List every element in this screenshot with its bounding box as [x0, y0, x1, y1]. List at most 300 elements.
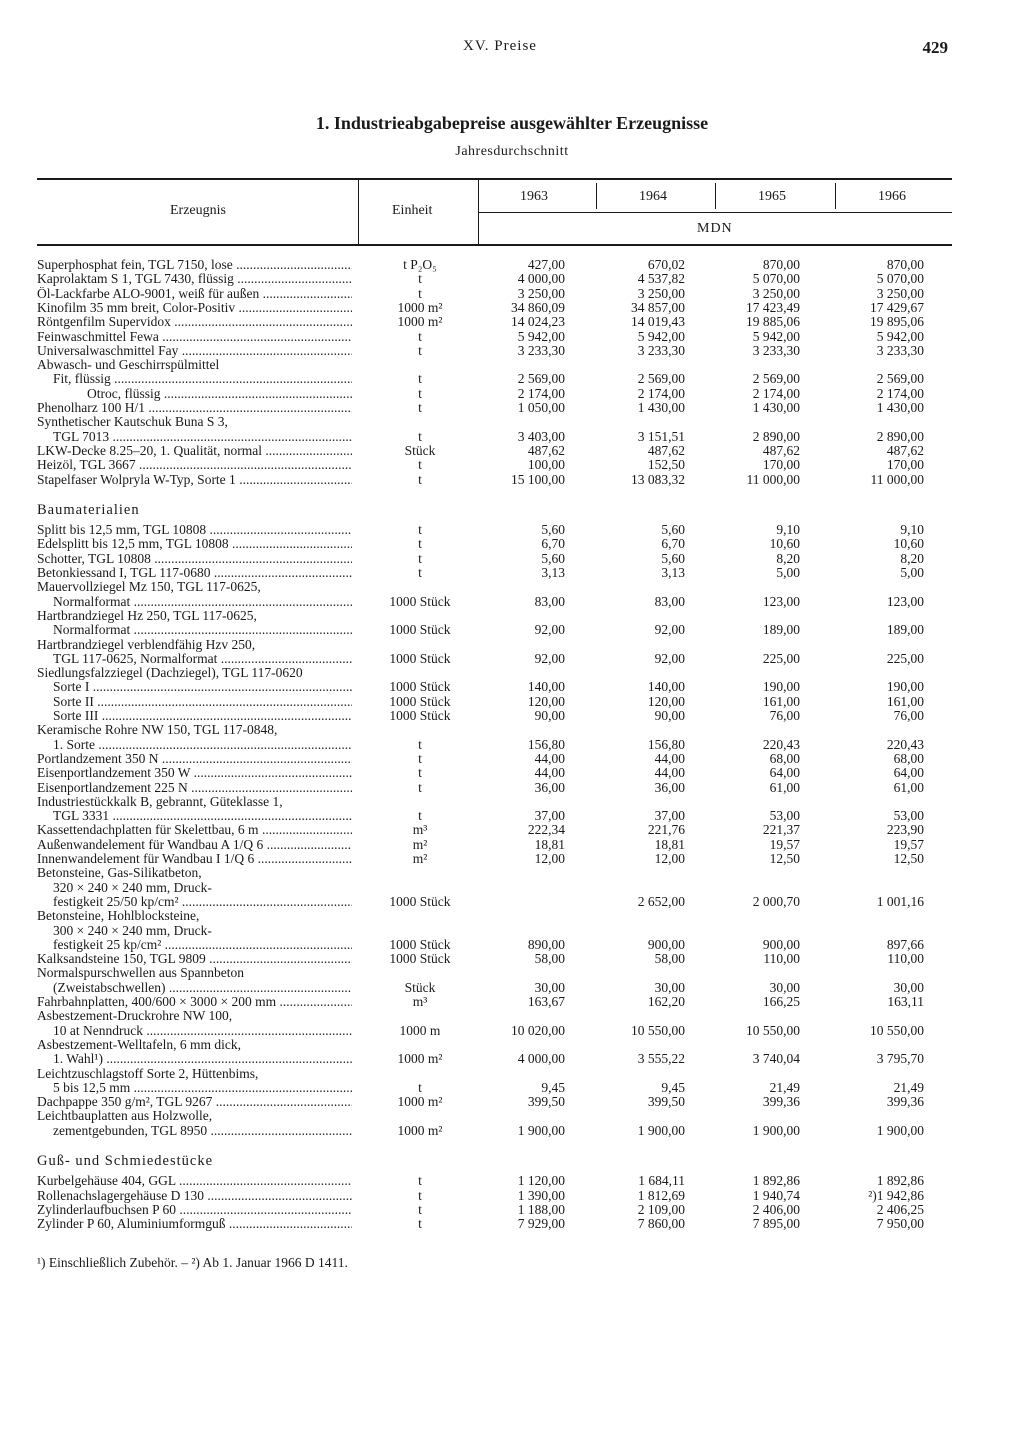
- row-value-1963: 44,00: [534, 765, 565, 781]
- table-row: [0, 952, 1024, 966]
- row-value-1963: 12,00: [534, 851, 565, 866]
- row-value-1964: 92,00: [654, 622, 685, 638]
- row-value-1965: 2 174,00: [752, 385, 800, 401]
- row-unit: t: [418, 736, 422, 752]
- row-value-1965: 2 000,70: [752, 893, 800, 909]
- table-row: [0, 272, 1024, 286]
- row-value-1964: 36,00: [654, 779, 685, 795]
- row-label: Stapelfaser Wolpryla W-Typ, Sorte 1 .....: [37, 473, 352, 487]
- row-value-1965: 170,00: [762, 457, 800, 473]
- table-row: [0, 387, 1024, 401]
- table-row: [0, 723, 1024, 737]
- row-value-1963: 44,00: [534, 750, 565, 766]
- row-unit: t: [418, 1187, 422, 1203]
- table-row: [0, 552, 1024, 566]
- row-value-1964: 92,00: [654, 650, 685, 666]
- table-row: [0, 866, 1024, 880]
- row-value-1964: 156,80: [647, 736, 685, 752]
- row-value-1965: 30,00: [769, 979, 800, 995]
- table-row: [0, 458, 1024, 472]
- row-value-1964: 58,00: [654, 951, 685, 967]
- col-divider-3: [596, 183, 597, 209]
- row-label: festigkeit 25 kp/cm² .....: [53, 938, 352, 952]
- row-value-1964: 152,50: [647, 457, 685, 473]
- row-value-1965: 2 406,00: [752, 1201, 800, 1217]
- table-row: [0, 981, 1024, 995]
- row-label: Betonsteine, Hohlblocksteine,: [37, 909, 200, 924]
- row-label: TGL 117-0625, Normalformat .....: [53, 652, 352, 666]
- row-unit: 1000 m²: [397, 1094, 443, 1110]
- row-label: Rollenachslagergehäuse D 130 .....: [37, 1189, 352, 1203]
- row-unit: 1000 Stück: [389, 708, 451, 723]
- row-label: festigkeit 25/50 kp/cm² .....: [53, 895, 352, 909]
- row-value-1966: 17 429,67: [870, 299, 924, 315]
- row-value-1964: 1 812,69: [637, 1187, 685, 1203]
- row-value-1965: 110,00: [763, 951, 800, 967]
- row-unit: t: [418, 371, 422, 387]
- row-value-1966: 1 001,16: [876, 893, 924, 909]
- row-value-1964: 4 537,82: [637, 271, 685, 287]
- table-subtitle: Jahresdurchschnitt: [455, 144, 569, 159]
- row-value-1965: 5,00: [776, 565, 800, 580]
- table-row: [0, 537, 1024, 551]
- row-unit: t: [418, 285, 422, 301]
- row-unit: t: [418, 428, 422, 444]
- row-value-1964: 2 569,00: [637, 371, 685, 387]
- table-row: [0, 924, 1024, 938]
- row-label: Dachpappe 350 g/m², TGL 9267 .....: [37, 1095, 352, 1109]
- row-value-1963: 7 929,00: [517, 1216, 565, 1232]
- table-row: [0, 766, 1024, 780]
- row-value-1963: 3,13: [541, 565, 565, 580]
- row-label: 300 × 240 × 240 mm, Druck-: [53, 923, 212, 938]
- row-unit: 1000 Stück: [389, 693, 451, 709]
- row-value-1964: 83,00: [654, 593, 685, 609]
- header-product: Erzeugnis: [170, 203, 226, 218]
- row-unit: t: [418, 328, 422, 344]
- row-label: TGL 7013 .....: [53, 430, 352, 444]
- row-label: Normalformat .....: [53, 623, 352, 637]
- row-value-1963: 6,70: [541, 536, 565, 552]
- row-value-1966: 76,00: [893, 708, 924, 723]
- row-label: Eisenportlandzement 350 W .....: [37, 766, 352, 780]
- table-row: [0, 1174, 1024, 1188]
- row-label: Superphosphat fein, TGL 7150, lose .....: [37, 258, 352, 272]
- row-unit: 1000 Stück: [389, 679, 451, 695]
- row-value-1965: 64,00: [769, 765, 800, 781]
- row-label: Otroc, flüssig .....: [87, 387, 352, 401]
- row-value-1964: 14 019,43: [631, 314, 685, 330]
- row-value-1963: 222,34: [527, 822, 565, 838]
- row-label: Fahrbahnplatten, 400/600 × 3000 × 200 mm .....: [37, 995, 352, 1009]
- row-value-1964: 13 083,32: [631, 471, 685, 487]
- row-unit: 1000 Stück: [389, 951, 451, 967]
- row-value-1965: 189,00: [762, 622, 800, 638]
- row-value-1965: 53,00: [769, 808, 800, 824]
- table-row: [0, 473, 1024, 487]
- row-label: Asbestzement-Welltafeln, 6 mm dick,: [37, 1037, 241, 1052]
- row-label: 10 at Nenndruck .....: [53, 1024, 352, 1038]
- row-label: Keramische Rohre NW 150, TGL 117-0848,: [37, 723, 278, 738]
- row-value-1964: 34 857,00: [631, 299, 685, 315]
- table-row: [0, 738, 1024, 752]
- row-label: Asbestzement-Druckrohre NW 100,: [37, 1009, 233, 1024]
- row-value-1965: 870,00: [762, 257, 800, 272]
- row-unit: m²: [412, 851, 428, 866]
- row-label: Synthetischer Kautschuk Buna S 3,: [37, 415, 228, 430]
- row-label: Kaprolaktam S 1, TGL 7430, flüssig .....: [37, 272, 352, 286]
- row-value-1966: 19 895,06: [870, 314, 924, 330]
- row-label: zementgebunden, TGL 8950 .....: [53, 1124, 352, 1138]
- row-unit: Stück: [404, 442, 436, 458]
- row-unit: 1000 m²: [397, 1122, 443, 1138]
- row-unit: 1000 Stück: [389, 893, 451, 909]
- table-row: [0, 652, 1024, 666]
- col-divider-5: [835, 183, 836, 209]
- row-value-1965: 900,00: [762, 936, 800, 952]
- row-value-1965: 8,20: [776, 550, 800, 566]
- row-value-1964: 900,00: [647, 936, 685, 952]
- row-value-1965: 220,43: [762, 736, 800, 752]
- table-row: [0, 1038, 1024, 1052]
- header-unit: Einheit: [392, 203, 433, 218]
- row-value-1966: 223,90: [886, 822, 924, 838]
- table-row: [0, 938, 1024, 952]
- row-value-1964: 221,76: [647, 822, 685, 838]
- row-value-1964: 3 555,22: [637, 1051, 685, 1067]
- row-value-1964: 1 684,11: [638, 1173, 685, 1189]
- row-unit: t: [418, 1173, 422, 1189]
- row-value-1964: 10 550,00: [631, 1022, 685, 1038]
- row-unit: t P₂O₅: [403, 257, 437, 272]
- row-label: Zylinderlaufbuchsen P 60 .....: [37, 1203, 352, 1217]
- row-value-1966: 123,00: [886, 593, 924, 609]
- row-value-1966: 11 000,00: [870, 471, 924, 487]
- row-value-1966: 220,43: [886, 736, 924, 752]
- row-value-1966: 9,10: [900, 522, 924, 538]
- row-value-1965: 123,00: [762, 593, 800, 609]
- row-value-1965: 76,00: [769, 708, 800, 723]
- row-value-1965: 11 000,00: [746, 471, 800, 487]
- row-value-1963: 15 100,00: [511, 471, 565, 487]
- row-unit: m²: [412, 836, 428, 852]
- row-label: Feinwaschmittel Fewa .....: [37, 330, 352, 344]
- row-unit: t: [418, 522, 422, 538]
- row-value-1963: 18,81: [534, 836, 565, 852]
- row-value-1966: 1 900,00: [876, 1122, 924, 1138]
- row-unit: t: [418, 536, 422, 552]
- row-value-1965: 2 890,00: [752, 428, 800, 444]
- row-value-1966: 2 569,00: [876, 371, 924, 387]
- row-value-1963: 399,50: [527, 1094, 565, 1110]
- row-value-1966: 2 174,00: [876, 385, 924, 401]
- row-value-1965: 19 885,06: [746, 314, 800, 330]
- row-value-1965: 190,00: [762, 679, 800, 695]
- row-value-1964: 12,00: [654, 851, 685, 866]
- table-row: [0, 344, 1024, 358]
- row-value-1963: 37,00: [534, 808, 565, 824]
- table-row: [0, 709, 1024, 723]
- row-value-1963: 427,00: [527, 257, 565, 272]
- row-value-1964: 5,60: [661, 550, 685, 566]
- row-unit: t: [418, 779, 422, 795]
- table-row: [0, 1067, 1024, 1081]
- row-unit: t: [418, 1201, 422, 1217]
- row-unit: t: [418, 750, 422, 766]
- row-label: Kinofilm 35 mm breit, Color-Positiv .....: [37, 301, 352, 315]
- row-value-1965: 3 250,00: [752, 285, 800, 301]
- row-value-1966: 5 942,00: [876, 328, 924, 344]
- footnote: ¹) Einschließlich Zubehör. – ²) Ab 1. Januar 1966 D 1411.: [37, 1255, 348, 1270]
- row-value-1965: 10,60: [769, 536, 800, 552]
- section-heading: [0, 1154, 1024, 1168]
- table-row: [0, 1024, 1024, 1038]
- table-row: [0, 609, 1024, 623]
- row-value-1966: 8,20: [900, 550, 924, 566]
- table-row: [0, 809, 1024, 823]
- row-label: 1. Sorte .....: [53, 738, 352, 752]
- row-label: Leichtzuschlagstoff Sorte 2, Hüttenbims,: [37, 1066, 259, 1081]
- table-header-rule: [37, 244, 952, 246]
- row-value-1964: 670,02: [647, 257, 685, 272]
- row-label: Schotter, TGL 10808 .....: [37, 552, 352, 566]
- row-value-1963: 5 942,00: [517, 328, 565, 344]
- row-value-1965: 17 423,49: [746, 299, 800, 315]
- row-value-1966: 897,66: [886, 936, 924, 952]
- table-row: [0, 566, 1024, 580]
- row-value-1963: 92,00: [534, 622, 565, 638]
- row-value-1966: 163,11: [887, 994, 924, 1009]
- row-label: Öl-Lackfarbe ALO-9001, weiß für außen .....: [37, 287, 352, 301]
- row-value-1964: 44,00: [654, 750, 685, 766]
- row-label: Normalspurschwellen aus Spannbeton: [37, 966, 244, 981]
- row-value-1965: 399,36: [762, 1094, 800, 1110]
- table-row: [0, 1217, 1024, 1231]
- row-label: Normalformat .....: [53, 595, 352, 609]
- row-value-1963: 2 569,00: [517, 371, 565, 387]
- row-value-1963: 3 233,30: [517, 342, 565, 358]
- row-value-1965: 19,57: [769, 836, 800, 852]
- row-value-1963: 3 250,00: [517, 285, 565, 301]
- row-value-1966: 487,62: [886, 442, 924, 458]
- row-value-1966: 61,00: [893, 779, 924, 795]
- row-value-1964: 7 860,00: [637, 1216, 685, 1232]
- row-value-1964: 1 900,00: [637, 1122, 685, 1138]
- row-value-1963: 10 020,00: [511, 1022, 565, 1038]
- table-row: [0, 623, 1024, 637]
- table-row: [0, 287, 1024, 301]
- header-currency: MDN: [697, 221, 733, 236]
- row-value-1963: 100,00: [527, 457, 565, 473]
- row-value-1964: 399,50: [647, 1094, 685, 1110]
- row-value-1966: 870,00: [886, 257, 924, 272]
- row-label: Industriestückkalk B, gebrannt, Güteklasse 1,: [37, 794, 283, 809]
- row-label: Innenwandelement für Wandbau I 1/Q 6 .....: [37, 852, 352, 866]
- row-value-1963: 5,60: [541, 522, 565, 538]
- row-value-1965: 21,49: [769, 1079, 800, 1095]
- table-row: [0, 595, 1024, 609]
- row-value-1966: 5,00: [900, 565, 924, 580]
- row-unit: t: [418, 1216, 422, 1232]
- row-unit: m³: [412, 994, 428, 1009]
- table-row: [0, 838, 1024, 852]
- table-row: [0, 1203, 1024, 1217]
- row-value-1964: 162,20: [647, 994, 685, 1009]
- row-value-1963: 140,00: [527, 679, 565, 695]
- row-value-1964: 2 109,00: [637, 1201, 685, 1217]
- row-value-1963: 1 120,00: [517, 1173, 565, 1189]
- row-label: Betonsteine, Gas-Silikatbeton,: [37, 866, 202, 881]
- row-label: Betonkiessand I, TGL 117-0680 .....: [37, 566, 352, 580]
- row-value-1965: 3 740,04: [752, 1051, 800, 1067]
- row-label: Sorte II .....: [53, 695, 352, 709]
- table-row: [0, 881, 1024, 895]
- row-value-1966: 21,49: [893, 1079, 924, 1095]
- row-value-1966: 64,00: [893, 765, 924, 781]
- row-value-1966: 53,00: [893, 808, 924, 824]
- row-unit: 1000 Stück: [389, 936, 451, 952]
- row-label: Hartbrandziegel Hz 250, TGL 117-0625,: [37, 608, 257, 623]
- row-value-1963: 36,00: [534, 779, 565, 795]
- row-value-1964: 30,00: [654, 979, 685, 995]
- row-value-1966: 3 250,00: [876, 285, 924, 301]
- table-row: [0, 823, 1024, 837]
- row-label: Siedlungsfalzziegel (Dachziegel), TGL 117-0620: [37, 666, 303, 681]
- row-value-1965: 5 942,00: [752, 328, 800, 344]
- table-row: [0, 781, 1024, 795]
- row-value-1964: 5,60: [661, 522, 685, 538]
- row-label: Heizöl, TGL 3667 .....: [37, 458, 352, 472]
- row-value-1966: 5 070,00: [876, 271, 924, 287]
- table-row: [0, 580, 1024, 594]
- row-label: Außenwandelement für Wandbau A 1/Q 6 .....: [37, 838, 352, 852]
- row-label: Kassettendachplatten für Skelettbau, 6 m .....: [37, 823, 352, 837]
- row-value-1966: 10 550,00: [870, 1022, 924, 1038]
- row-value-1965: 12,50: [769, 851, 800, 866]
- header-year-1966: 1966: [878, 189, 906, 204]
- row-unit: 1000 Stück: [389, 622, 451, 638]
- table-row: [0, 523, 1024, 537]
- header-year-1965: 1965: [758, 189, 786, 204]
- row-unit: 1000 m²: [397, 1051, 443, 1067]
- row-value-1966: 3 795,70: [876, 1051, 924, 1067]
- row-value-1963: 5,60: [541, 550, 565, 566]
- row-value-1965: 68,00: [769, 750, 800, 766]
- row-unit: m³: [412, 822, 428, 838]
- row-label: Kurbelgehäuse 404, GGL .....: [37, 1174, 352, 1188]
- row-unit: 1000 m²: [397, 299, 443, 315]
- row-label: Splitt bis 12,5 mm, TGL 10808 .....: [37, 523, 352, 537]
- page-number: 429: [922, 38, 948, 57]
- row-label: 1. Wahl¹) .....: [53, 1052, 352, 1066]
- row-value-1965: 1 940,74: [752, 1187, 800, 1203]
- row-label: LKW-Decke 8.25–20, 1. Qualität, normal .....: [37, 444, 352, 458]
- row-unit: t: [418, 385, 422, 401]
- row-label: Edelsplitt bis 12,5 mm, TGL 10808 .....: [37, 537, 352, 551]
- table-row: [0, 1095, 1024, 1109]
- row-value-1964: 9,45: [661, 1079, 685, 1095]
- row-value-1963: 92,00: [534, 650, 565, 666]
- row-value-1964: 120,00: [647, 693, 685, 709]
- row-label: Eisenportlandzement 225 N .....: [37, 781, 352, 795]
- row-label: TGL 3331 .....: [53, 809, 352, 823]
- row-value-1966: 399,36: [886, 1094, 924, 1110]
- row-value-1963: 163,67: [527, 994, 565, 1009]
- header-year-1964: 1964: [639, 189, 667, 204]
- row-value-1963: 58,00: [534, 951, 565, 967]
- row-value-1965: 2 569,00: [752, 371, 800, 387]
- table-title: 1. Industrieabgabepreise ausgewählter Erzeugnisse: [315, 113, 709, 133]
- row-value-1966: 7 950,00: [876, 1216, 924, 1232]
- row-label: Sorte III .....: [53, 709, 352, 723]
- row-unit: t: [418, 400, 422, 415]
- table-row: [0, 315, 1024, 329]
- row-label: Universalwaschmittel Fay .....: [37, 344, 352, 358]
- row-unit: 1000 Stück: [389, 650, 451, 666]
- row-value-1964: 3 233,30: [637, 342, 685, 358]
- row-value-1966: 10,60: [893, 536, 924, 552]
- row-value-1966: 30,00: [893, 979, 924, 995]
- row-value-1966: 161,00: [886, 693, 924, 709]
- row-label: Portlandzement 350 N .....: [37, 752, 352, 766]
- table-row: [0, 638, 1024, 652]
- section-heading: [0, 503, 1024, 517]
- row-label: Röntgenfilm Supervidox .....: [37, 315, 352, 329]
- row-unit: t: [418, 765, 422, 781]
- row-label: Fit, flüssig .....: [53, 372, 352, 386]
- table-row: [0, 1124, 1024, 1138]
- row-value-1966: 2 890,00: [876, 428, 924, 444]
- table-row: [0, 358, 1024, 372]
- row-value-1963: 1 050,00: [517, 400, 565, 415]
- row-value-1963: 83,00: [534, 593, 565, 609]
- row-value-1964: 3 151,51: [637, 428, 685, 444]
- table-row: [0, 415, 1024, 429]
- table-row: [0, 995, 1024, 1009]
- row-value-1964: 5 942,00: [637, 328, 685, 344]
- row-value-1965: 1 900,00: [752, 1122, 800, 1138]
- table-row: [0, 258, 1024, 272]
- row-value-1966: 1 430,00: [876, 400, 924, 415]
- row-label: Kalksandsteine 150, TGL 9809 .....: [37, 952, 352, 966]
- row-value-1964: 487,62: [647, 442, 685, 458]
- table-row: [0, 1109, 1024, 1123]
- row-value-1963: 9,45: [541, 1079, 565, 1095]
- row-unit: t: [418, 271, 422, 287]
- table-row: [0, 695, 1024, 709]
- row-value-1963: 487,62: [527, 442, 565, 458]
- row-value-1966: 1 892,86: [876, 1173, 924, 1189]
- row-unit: t: [418, 471, 422, 487]
- row-value-1965: 1 892,86: [752, 1173, 800, 1189]
- row-value-1966: 2 406,25: [876, 1201, 924, 1217]
- row-value-1965: 5 070,00: [752, 271, 800, 287]
- row-value-1965: 1 430,00: [752, 400, 800, 415]
- table-row: [0, 1009, 1024, 1023]
- table-row: [0, 430, 1024, 444]
- row-value-1965: 7 895,00: [752, 1216, 800, 1232]
- row-unit: t: [418, 808, 422, 824]
- row-value-1963: 14 024,23: [511, 314, 565, 330]
- row-value-1963: 1 390,00: [517, 1187, 565, 1203]
- row-value-1963: 890,00: [527, 936, 565, 952]
- row-label: Sorte I .....: [53, 680, 352, 694]
- row-label: Zylinder P 60, Aluminiumformguß .....: [37, 1217, 352, 1231]
- table-row: [0, 1052, 1024, 1066]
- table-row: [0, 330, 1024, 344]
- row-value-1966: ²)1 942,86: [868, 1187, 924, 1203]
- row-value-1963: 1 188,00: [517, 1201, 565, 1217]
